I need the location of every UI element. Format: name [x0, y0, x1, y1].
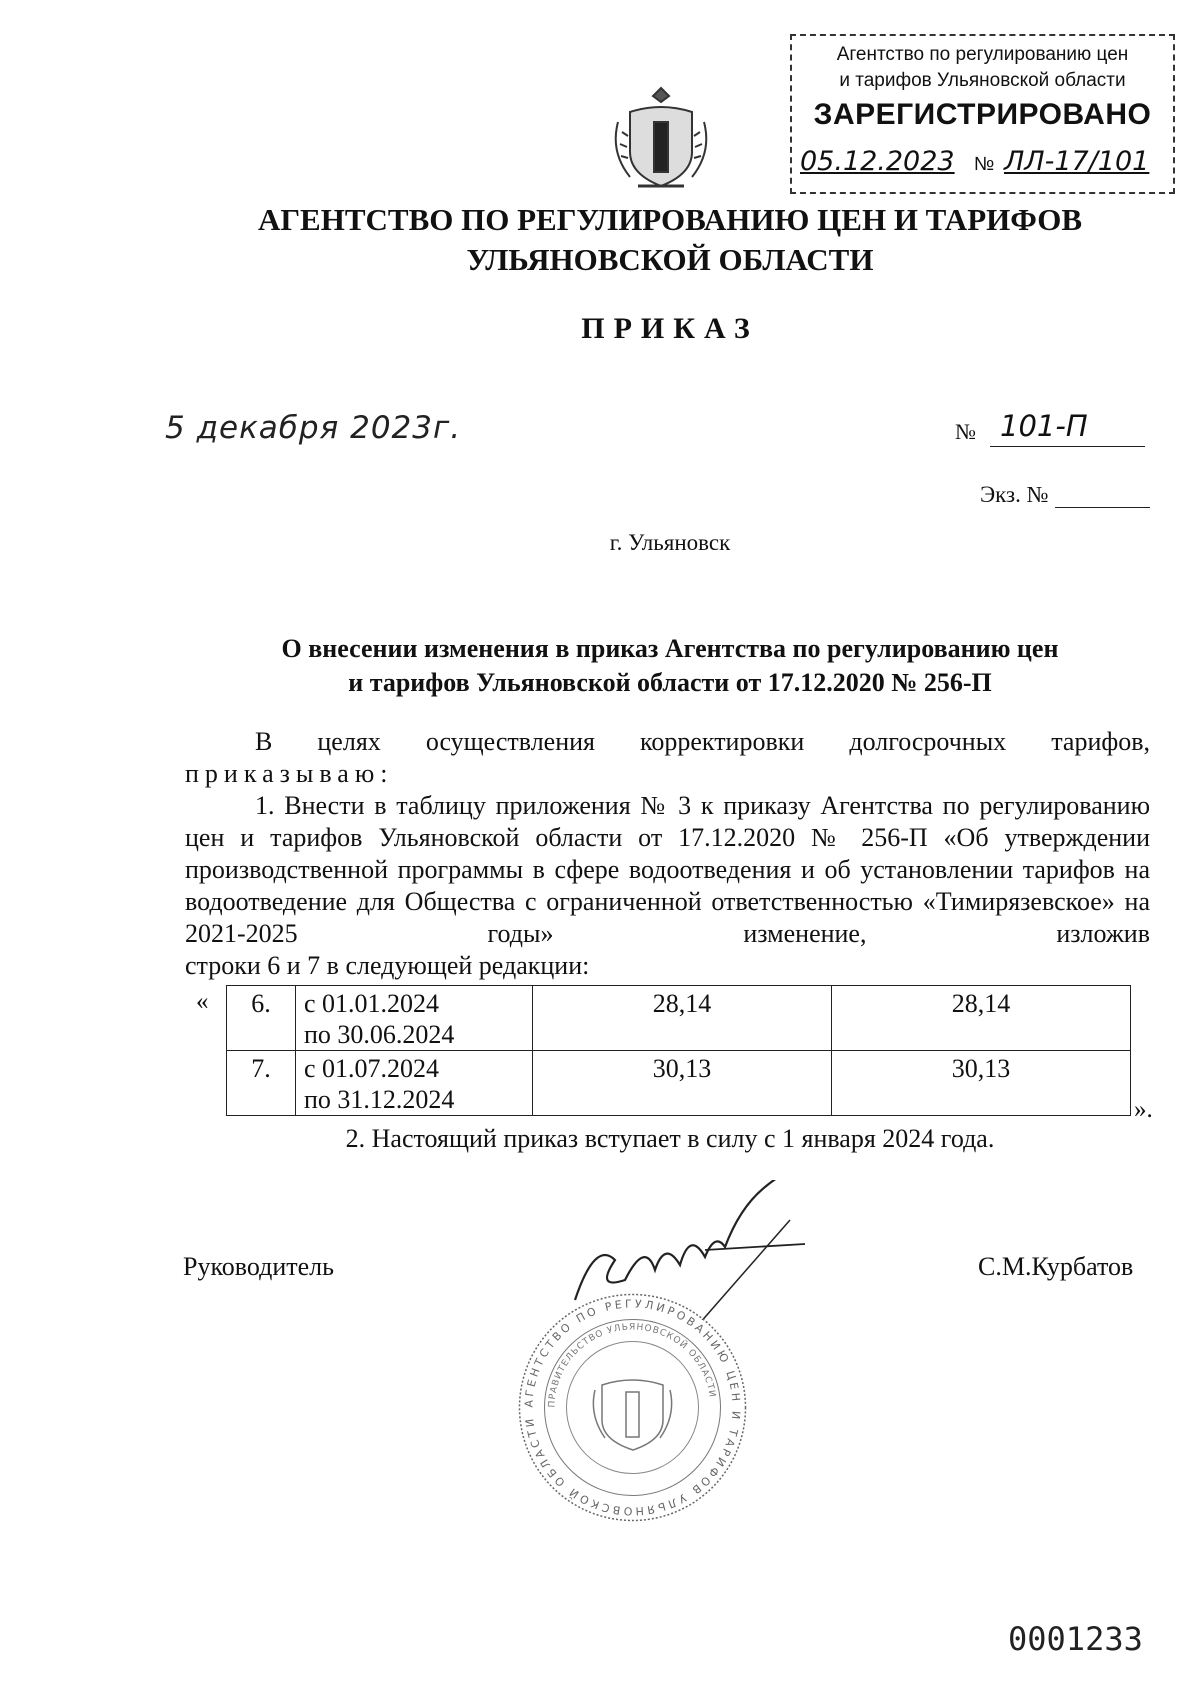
- order-number-value: 101-П: [990, 409, 1145, 447]
- seal-outer-text: АГЕНТСТВО ПО РЕГУЛИРОВАНИЮ ЦЕН И ТАРИФОВ УЛЬЯНОВСКОЙ ОБЛАСТИ: [522, 1297, 743, 1518]
- period-to: по 31.12.2024: [304, 1085, 455, 1114]
- tariff-value-1: 30,13: [533, 1051, 832, 1116]
- seal-inner-text: ПРАВИТЕЛЬСТВО УЛЬЯНОВСКОЙ ОБЛАСТИ: [547, 1322, 717, 1408]
- stamp-status: ЗАРЕГИСТРИРОВАНО: [813, 98, 1152, 131]
- row-period: [296, 1051, 533, 1116]
- official-seal: [515, 1290, 750, 1525]
- table-row: [227, 1051, 1131, 1116]
- organization-title-line1: АГЕНТСТВО ПО РЕГУЛИРОВАНИЮ ЦЕН И ТАРИФОВ: [257, 202, 1083, 237]
- table-row: [227, 986, 1131, 1051]
- document-type-title: ПРИКАЗ: [581, 312, 759, 345]
- tariff-value-2: 28,14: [832, 986, 1131, 1051]
- city-line: г. Ульяновск: [609, 530, 731, 555]
- registration-stamp: [790, 34, 1175, 194]
- subject-line2: и тарифов Ульяновской области от 17.12.2020 № 256-П: [348, 668, 992, 697]
- copy-number-blank: [1055, 507, 1150, 508]
- stamp-agency-line1: Агентство по регулированию цен: [836, 44, 1129, 65]
- stamp-number-sign: №: [974, 154, 995, 175]
- period-from: с 01.01.2024: [304, 989, 440, 1018]
- order-item-1: [185, 790, 1150, 982]
- order-item-1-text: 1. Внести в таблицу приложения № 3 к приказу Агентства по регулированию цен и тарифов Ульяновской области от 17.12.2020 № 256-П «Об утверждении производственной программы в сфере водоотведения и об установлении тарифов на водоотведение для Общества с ограниченной ответственностью «Тимирязевское» на 2021-2025 годы» изменение, изложив: [185, 791, 1150, 948]
- organization-title: [0, 200, 1200, 280]
- order-item-1-last-line: строки 6 и 7 в следующей редакции:: [185, 951, 590, 980]
- quote-open: «: [196, 988, 209, 1015]
- svg-text:ПРАВИТЕЛЬСТВО УЛЬЯНОВСКОЙ ОБЛА: [547, 1322, 717, 1407]
- tariff-value-2: 30,13: [832, 1051, 1131, 1116]
- coat-of-arms-icon: [608, 82, 714, 194]
- stamp-agency-line2: и тарифов Ульяновской области: [839, 70, 1126, 91]
- tariff-value-1: 28,14: [533, 986, 832, 1051]
- signatory-name: С.М.Курбатов: [978, 1252, 1134, 1281]
- order-item-2: 2. Настоящий приказ вступает в силу с 1 января 2024 года.: [345, 1124, 995, 1153]
- row-number: 6.: [227, 986, 296, 1051]
- subject-line1: О внесении изменения в приказ Агентства по регулированию цен: [281, 634, 1059, 663]
- period-from: с 01.07.2024: [304, 1054, 440, 1083]
- tariff-table: [226, 985, 1131, 1116]
- signatory-position: Руководитель: [183, 1252, 334, 1281]
- stamp-date: 05.12.2023: [800, 146, 955, 177]
- organization-title-line2: УЛЬЯНОВСКОЙ ОБЛАСТИ: [466, 242, 874, 277]
- order-number-label: №: [955, 419, 976, 444]
- preamble-paragraph: В целях осуществления корректировки долгосрочных тарифов,: [255, 727, 1150, 756]
- row-period: [296, 986, 533, 1051]
- copy-number-label: Экз. №: [980, 482, 1049, 507]
- stamp-number: ЛЛ-17/101: [1004, 146, 1150, 177]
- period-to: по 30.06.2024: [304, 1020, 455, 1049]
- orders-word: приказываю:: [185, 759, 394, 788]
- document-serial-number: 0001233: [1008, 1620, 1143, 1658]
- order-subject: [0, 632, 1200, 700]
- row-number: 7.: [227, 1051, 296, 1116]
- quote-close: ».: [1134, 1096, 1153, 1123]
- handwritten-date: 5 декабря 2023г.: [165, 410, 462, 446]
